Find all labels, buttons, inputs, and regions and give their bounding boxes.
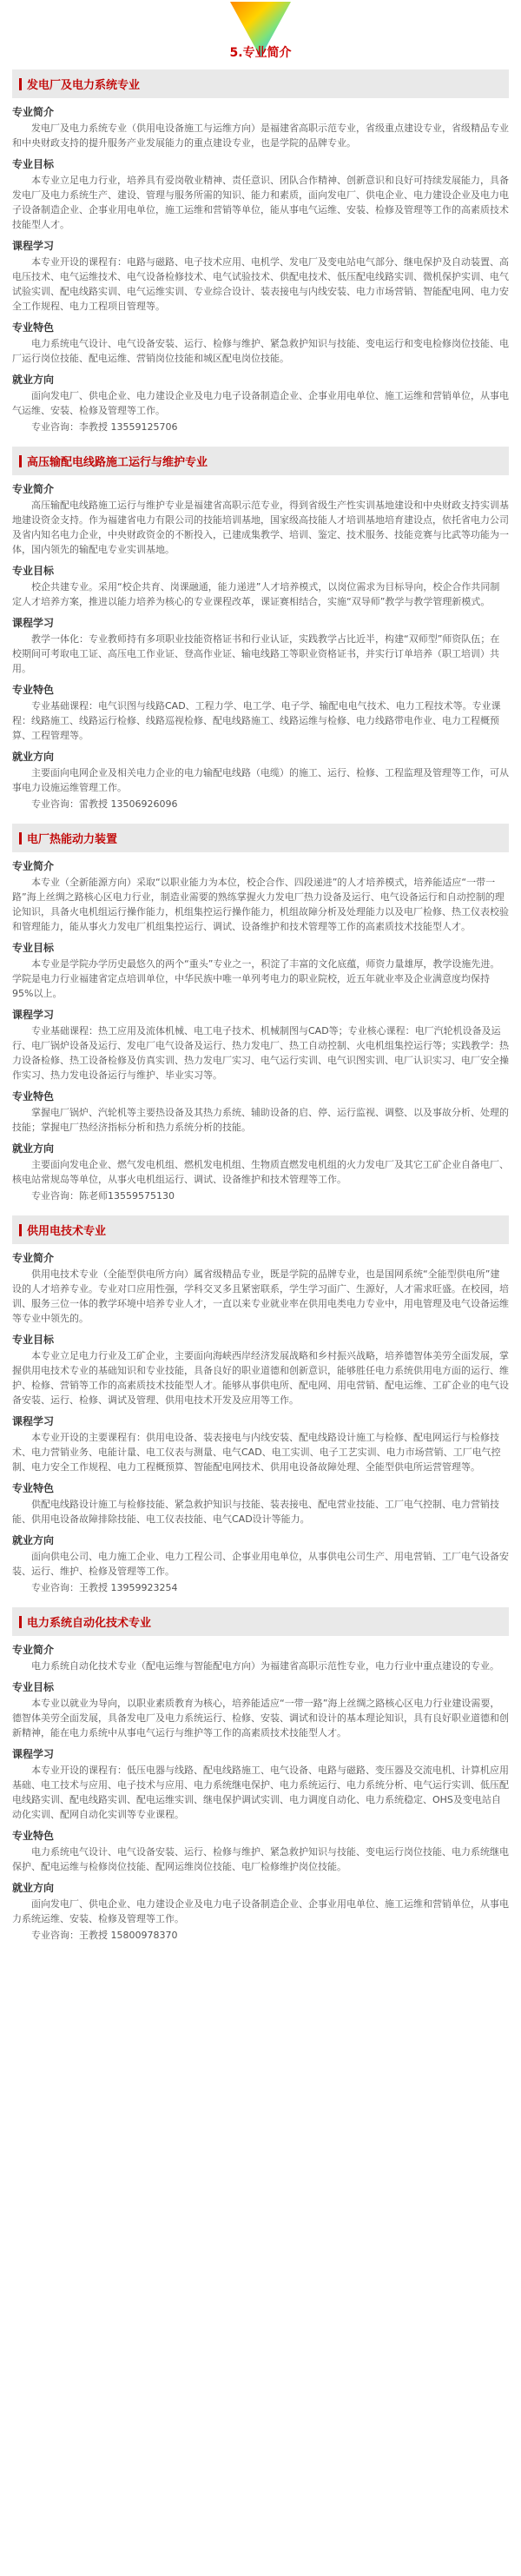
intro-block <box>12 1250 509 1326</box>
goal-text: 校企共建专业。采用“校企共育、岗课融通，能力递进”人才培养模式，以岗位需求为目标导向，校企合作共同制定人才培养方案，推进以能力培养为核心的专业课程改革，课证赛相结合，实施“双导师”教学与教学管理新模式。 <box>12 581 500 607</box>
study-heading: 课程学习 <box>12 1415 55 1427</box>
study-block <box>12 238 509 314</box>
section-marker-icon <box>19 78 22 90</box>
study-heading: 课程学习 <box>12 1009 55 1021</box>
job-text: 面向发电厂、供电企业、电力建设企业及电力电子设备制造企业、企事业用电单位、施工运维和营销单位，从事电力系统运维、安装、检修及管理等工作。 <box>12 1898 509 1924</box>
job-text: 主要面向电网企业及相关电力企业的电力输配电线路（电缆）的施工、运行、检修、工程监理及管理等工作，可从事电力设施运维管理工作。 <box>12 767 509 793</box>
intro-heading: 专业简介 <box>12 1252 55 1264</box>
intro-block <box>12 1642 509 1673</box>
section-marker-icon <box>19 832 22 844</box>
study-heading: 课程学习 <box>12 1748 55 1760</box>
intro-text: 发电厂及电力系统专业（供用电设备施工与运维方向）是福建省高职示范专业，省级重点建设专业，省级精品专业和中央财政支持的提升服务产业发展能力的重点建设专业，也是学院的品牌专业。 <box>12 123 509 149</box>
section-title: 供用电技术专业 <box>27 1225 107 1238</box>
goal-block <box>12 156 509 232</box>
job-block <box>12 1141 509 1187</box>
goal-text: 本专业是学院办学历史最悠久的两个“重头”专业之一，积淀了丰富的文化底蕴，师资力量雄厚，教学设施先进。学院是电力行业福建省定点培训单位，中华民族中唯一单列考电力的职业院校，近五年就业率及企业满意度均保持95%以上。 <box>12 958 500 999</box>
job-heading: 就业方向 <box>12 374 55 386</box>
feature-text: 电力系统电气设计、电气设备安装、运行、检修与维护、紧急救护知识与技能、变电运行和变电检修岗位技能、电厂运行岗位技能、配电运维、营销岗位技能和城区配电岗位技能。 <box>12 338 509 364</box>
feature-heading: 专业特色 <box>12 1830 55 1842</box>
job-heading: 就业方向 <box>12 1534 55 1546</box>
major-section <box>12 70 509 434</box>
feature-block <box>12 1089 509 1135</box>
feature-text: 掌握电厂锅炉、汽轮机等主要热设备及其热力系统、辅助设备的启、停、运行监视、调整、以及事故分析、处理的技能；掌握电厂热经济指标分析和热力系统分析的技能。 <box>12 1107 509 1133</box>
banner <box>0 0 521 70</box>
section-title: 电厂热能动力装置 <box>27 833 118 846</box>
feature-block <box>12 1828 509 1874</box>
intro-block <box>12 104 509 150</box>
job-block <box>12 372 509 418</box>
contact-info: 专业咨询：王教授 13959923254 <box>31 1582 178 1593</box>
goal-heading: 专业目标 <box>12 565 55 577</box>
section-marker-icon <box>19 1224 22 1236</box>
goal-text: 本专业以就业为导向，以职业素质教育为核心，培养能适应“一带一路”海上丝绸之路核心区电力行业建设需要，德智体美劳全面发展，具备发电厂及电力系统运行、检修、安装、调试和设计的基本理论知识，具有良好职业道德和创新精神，能在电力系统中从事电气运行与维护等工作的高素质技术技能型人才。 <box>12 1698 509 1738</box>
study-text: 本专业开设的课程有：电路与磁路、电子技术应用、电机学、发电厂及变电站电气部分、继电保护及自动装置、高电压技术、电气运维技术、电气设备检修技术、电气试验技术、供配电技术、低压配电线路实训、微机保护实训、电气试验实训、配电线路实训、电气运维实训、专业综合设计、装表接电与内线安装、电力市场营销、智能配电网、电力安全工作规程、电力工程项目管理等。 <box>12 256 509 312</box>
job-text: 面向发电厂、供电企业、电力建设企业及电力电子设备制造企业、企事业用电单位、施工运维和营销单位，从事电气运维、安装、检修及管理等工作。 <box>12 390 509 416</box>
section-marker-icon <box>19 1616 22 1628</box>
goal-block <box>12 1679 509 1740</box>
job-heading: 就业方向 <box>12 1142 55 1155</box>
study-block <box>12 615 509 676</box>
intro-heading: 专业简介 <box>12 106 55 118</box>
job-text: 面向供电公司、电力施工企业、电力工程公司、企事业用电单位，从事供电公司生产、用电营销、工厂电气设备安装、运行、维护、检修及管理等工作。 <box>12 1551 509 1577</box>
feature-text: 专业基础课程：电气识图与线路CAD、工程力学、电工学、电子学、输配电电气技术、电力工程技术等。专业课程：线路施工、线路运行检修、线路巡视检修、配电线路施工、线路运维与检修、电力线路带电作业、电力工程概预算、工程管理等。 <box>12 700 501 741</box>
page-title: 5.专业简介 <box>229 46 292 60</box>
job-block <box>12 1880 509 1926</box>
study-text: 专业基础课程：热工应用及流体机械、电工电子技术、机械制图与CAD等；专业核心课程：电厂汽轮机设备及运行、电厂锅炉设备及运行、发电厂电气设备及运行、热力发电厂、热工自动控制、火电机组集控运行等；实践教学：热力设备检修、热工设备检修及仿真实训、热力发电厂实习、电气运行实训、电气识图实训、电厂认识实习、电厂安全操作实习、热力发电设备运行与维护、毕业实习等。 <box>12 1025 509 1081</box>
feature-heading: 专业特色 <box>12 684 55 696</box>
feature-heading: 专业特色 <box>12 321 55 334</box>
goal-block <box>12 1332 509 1407</box>
intro-text: 本专业（全新能源方向）采取“以职业能力为本位，校企合作、四段递进”的人才培养模式，培养能适应“一带一路”海上丝绸之路核心区电力行业，制造业需要的熟练掌握火力发电厂热力设备及运行、电气设备运行和自动控制的理论知识，具备火电机组运行操作能力，机组集控运行操作能力，机组故障分析及处理能力以及电厂检修、热工仪表校验和管理能力，能从事火力发电厂机组集控运行、调试、设备维护和技术管理等工作的高素质技术技能型人才。 <box>12 877 509 932</box>
feature-heading: 专业特色 <box>12 1090 55 1103</box>
section-header <box>12 447 509 475</box>
goal-heading: 专业目标 <box>12 158 55 170</box>
study-block <box>12 1007 509 1083</box>
intro-text: 高压输配电线路施工运行与维护专业是福建省高职示范专业，得到省级生产性实训基地建设和中央财政支持实训基地建设资金支持。作为福建省电力有限公司的技能培训基地，国家级高技能人才培训基地培育建设点，依托省电力公司及省内知名电力企业，中央财政资金的不断投入，已建成集教学、培训、鉴定、技术服务、技能竞赛与比武等功能为一体，国内领先的输配电专业实训基地。 <box>12 500 509 555</box>
major-section <box>12 1215 509 1595</box>
feature-block <box>12 682 509 743</box>
contact-info: 专业咨询：雷教授 13506926096 <box>31 798 178 810</box>
major-section <box>12 824 509 1203</box>
job-block <box>12 1533 509 1579</box>
intro-text: 电力系统自动化技术专业（配电运维与智能配电方向）为福建省高职示范性专业，电力行业中重点建设的专业。 <box>31 1660 499 1672</box>
section-header <box>12 70 509 98</box>
job-block <box>12 749 509 795</box>
contact-info: 专业咨询：王教授 15800978370 <box>31 1930 178 1941</box>
section-title: 高压输配电线路施工运行与维护专业 <box>27 456 208 469</box>
section-marker-icon <box>19 455 22 467</box>
goal-text: 本专业立足电力行业，培养具有爱岗敬业精神、责任意识、团队合作精神、创新意识和良好可持续发展能力，具备发电厂及电力系统生产、建设、管理与服务所需的知识、能力和素质，面向发电厂、供电企业、电力建设企业及电力电子设备制造企业、企事业用电单位，施工运维和营销等单位，能从事电气运维、安装、检修及管理等工作的高素质技术技能型人才。 <box>12 175 509 230</box>
major-section <box>12 447 509 811</box>
job-text: 主要面向发电企业、燃气发电机组、燃机发电机组、生物质直燃发电机组的火力发电厂及其它工矿企业自备电厂、核电站常规岛等单位，从事火电机组运行、调试、设备维护和技术管理等工作。 <box>12 1159 509 1185</box>
goal-text: 本专业立足电力行业及工矿企业，主要面向海峡西岸经济发展战略和乡村振兴战略，培养德智体美劳全面发展，掌握供用电技术专业的基础知识和专业技能，具备良好的职业道德和创新意识，能够胜任电力系统供用电方面的运行、维护、检修、营销等工作的高素质技术技能型人才。能够从事供电所、配电网、用电营销、配电运维、工矿企业的电气设备安装、运行、检修、调试及管理、供用电技术开发及应用等工作。 <box>12 1350 509 1406</box>
feature-heading: 专业特色 <box>12 1482 55 1494</box>
job-heading: 就业方向 <box>12 751 55 763</box>
feature-block <box>12 320 509 366</box>
study-text: 本专业开设的课程有：低压电器与线路、配电线路施工、电气设备、电路与磁路、变压器及交流电机、计算机应用基础、电工技术与应用、电子技术与应用、电力系统继电保护、电力系统运行、电力系统分析、电气运行实训、低压配电线路实训、配电线路实训、配电运维实训、继电保护调试实训、电力调度自动化、电力系统稳定、OHS及变电站自动化实训、配网自动化实训等专业课程。 <box>12 1765 509 1820</box>
intro-text: 供用电技术专业（全能型供电所方向）属省级精品专业，既是学院的品牌专业，也是国网系统“全能型供电所”建设的人才培养专业。专业对口应用性强，学科交叉多且紧密联系，学生学习面广、生源好，人才需求旺盛。在校园，培训、服务三位一体的教学环境中培养专业人才，一直以来专业就业率在供用电类电力专业中，用电管理及电气设备运维等专业中领先的。 <box>12 1268 509 1324</box>
section-header <box>12 1215 509 1244</box>
section-title: 电力系统自动化技术专业 <box>27 1617 152 1630</box>
goal-heading: 专业目标 <box>12 942 55 954</box>
intro-heading: 专业简介 <box>12 860 55 872</box>
feature-text: 供配电线路设计施工与检修技能、紧急救护知识与技能、装表接电、配电营业技能、工厂电气控制、电力营销技能、供用电设备故障排除技能、电工仪表技能、电气CAD设计等能力。 <box>12 1499 499 1525</box>
goal-block <box>12 563 509 609</box>
goal-block <box>12 940 509 1001</box>
intro-block <box>12 858 509 934</box>
section-header <box>12 824 509 852</box>
feature-block <box>12 1480 509 1526</box>
section-title: 发电厂及电力系统专业 <box>27 79 141 92</box>
study-text: 本专业开设的主要课程有：供用电设备、装表接电与内线安装、配电线路设计施工与检修、配电网运行与检修技术、电力营销业务、电能计量、电工仪表与测量、电气CAD、电工实训、电子工艺实训、电力市场营销、工厂电气控制、电力安全工作规程、电力工程概预算、智能配电网技术、供用电设备故障处理、全能型供电所运营管理等。 <box>12 1432 501 1473</box>
goal-heading: 专业目标 <box>12 1334 55 1346</box>
job-heading: 就业方向 <box>12 1882 55 1894</box>
study-block <box>12 1746 509 1822</box>
feature-text: 电力系统电气设计、电气设备安装、运行、检修与维护、紧急救护知识与技能、变电运行岗位技能、电力系统继电保护、配电运维与检修岗位技能、配网运维岗位技能、电厂检修维护岗位技能。 <box>12 1846 509 1872</box>
study-heading: 课程学习 <box>12 617 55 629</box>
section-header <box>12 1607 509 1636</box>
goal-heading: 专业目标 <box>12 1681 55 1693</box>
intro-heading: 专业简介 <box>12 483 55 495</box>
major-section <box>12 1607 509 1943</box>
study-text: 教学一体化：专业教师持有多项职业技能资格证书和行业认证，实践教学占比近半，构建“双师型”师资队伍；在校期间可考取电工证、高压电工作业证、登高作业证、输电线路工等职业资格证书，并实行订单培养（职工培训）共用。 <box>12 633 500 674</box>
intro-heading: 专业简介 <box>12 1644 55 1656</box>
study-heading: 课程学习 <box>12 240 55 252</box>
intro-block <box>12 481 509 557</box>
contact-info: 专业咨询：李教授 13559125706 <box>31 421 178 433</box>
study-block <box>12 1414 509 1474</box>
contact-info: 专业咨询：陈老师13559575130 <box>31 1190 175 1202</box>
